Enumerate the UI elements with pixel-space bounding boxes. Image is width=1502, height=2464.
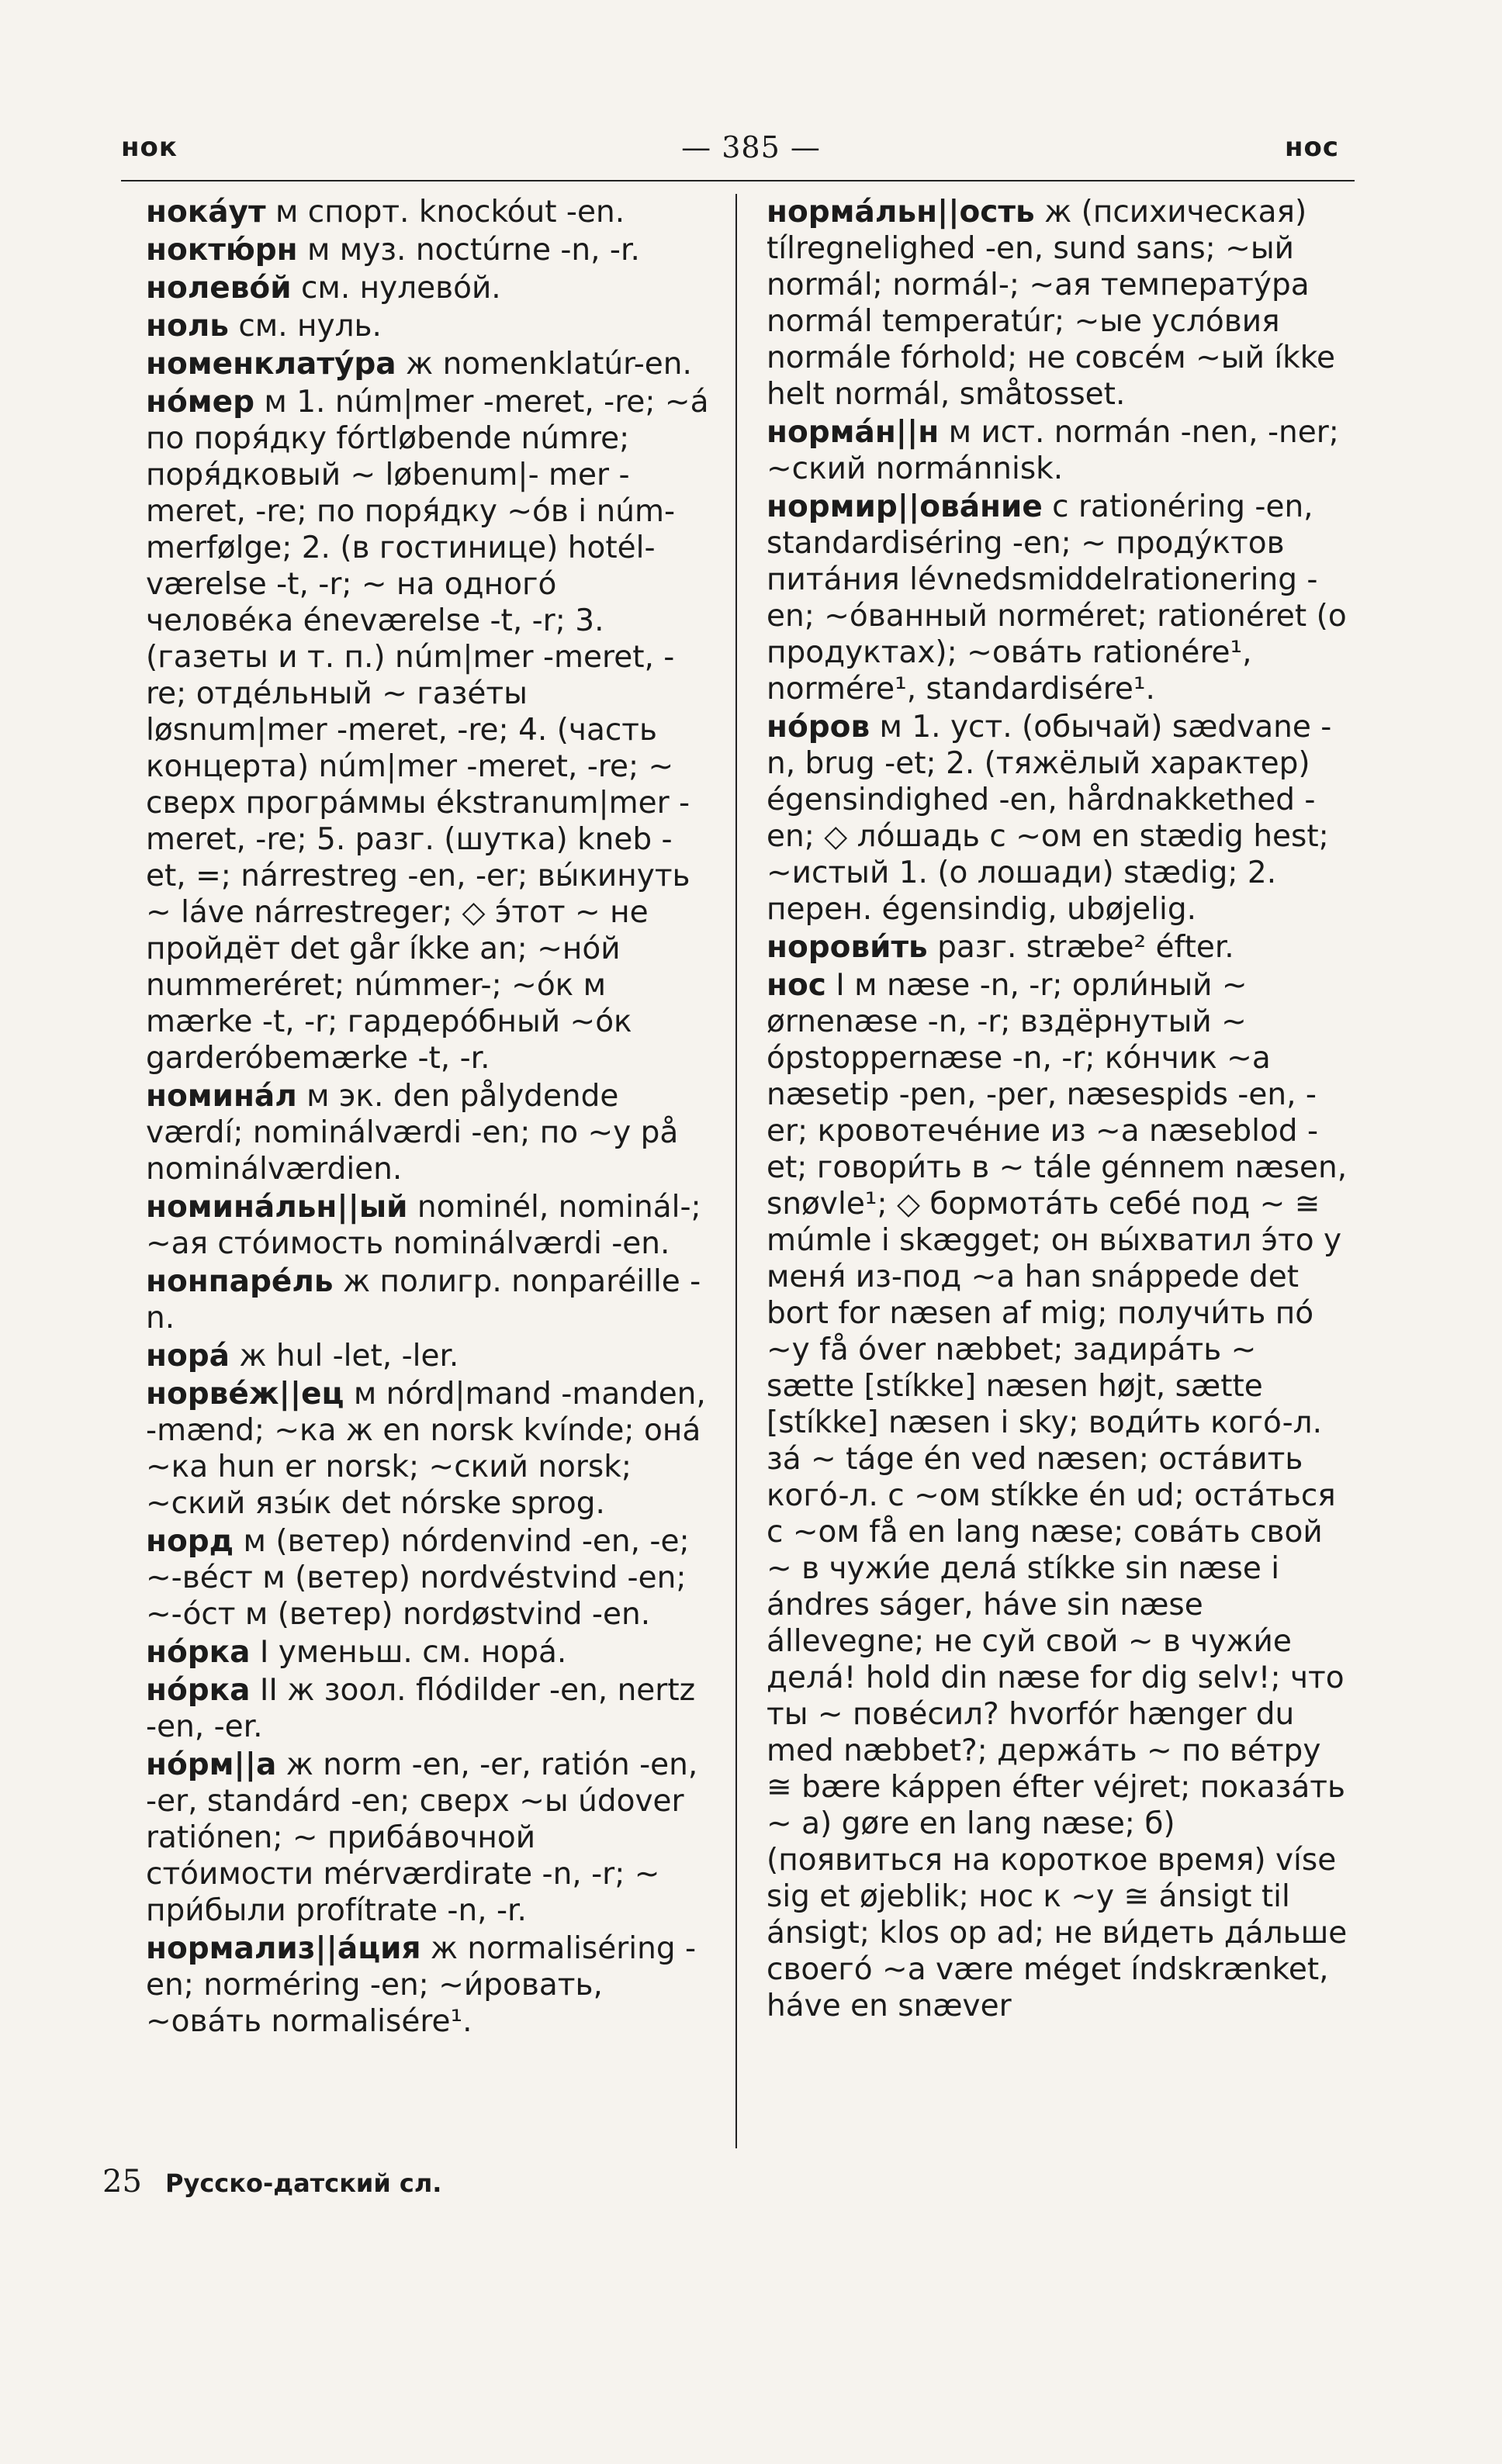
right-column (767, 194, 1348, 2026)
entry-headword: нос (767, 968, 826, 1003)
left-column (146, 194, 712, 2041)
signature-title: Русско-датский сл. (165, 2169, 442, 2198)
entry-headword: нóмер (146, 385, 254, 420)
entry-headword: норвéж||ец (146, 1377, 344, 1412)
entry-headword: нóров (767, 710, 870, 745)
dictionary-entry (146, 1634, 712, 1671)
entry-definition: II ж зоол. flódilder -en, nertz -en, -er. (146, 1673, 696, 1744)
header-left-guideword: нок (121, 132, 178, 163)
entry-definition: ж hul -let, -ler. (229, 1339, 459, 1374)
dictionary-entry (146, 270, 712, 306)
entry-definition: nominél, nominál-; ~ая стóимость nominálværdi -en. (146, 1190, 701, 1261)
entry-definition: см. нуль. (228, 309, 382, 344)
dictionary-entry (146, 1189, 712, 1262)
dictionary-entry (767, 709, 1348, 928)
entry-headword: нонпарéль (146, 1264, 334, 1299)
page-footer (102, 2164, 441, 2200)
entry-definition: ж полигр. nonparéille -n. (146, 1264, 701, 1336)
dictionary-entry (146, 1263, 712, 1336)
dictionary-entry (767, 967, 1348, 2024)
signature-number: 25 (102, 2164, 142, 2200)
dictionary-entry (146, 1930, 712, 2040)
entry-definition: м ист. normán -nen, -ner; ~ский normánnisk. (767, 415, 1339, 486)
entry-definition: м муз. noctúrne -n, -r. (297, 233, 640, 268)
dictionary-entry (767, 194, 1348, 413)
entry-headword: нормáльн||ость (767, 195, 1035, 230)
dictionary-entry (146, 1747, 712, 1929)
entry-headword: номинáльн||ый (146, 1190, 408, 1225)
entry-definition: м nórd|mand -manden, -mænd; ~ка ж en norsk kvínde; онá ~ка hun er norsk; ~ский norsk; ~ский язы́к det nórske sprog. (146, 1377, 706, 1521)
entry-definition: I уменьш. см. норá. (250, 1635, 567, 1670)
entry-headword: нокáут (146, 195, 266, 230)
dictionary-entry (767, 929, 1348, 966)
dictionary-entry (146, 1376, 712, 1522)
header-right-guideword: нос (1284, 132, 1339, 163)
column-divider (735, 194, 737, 2148)
dictionary-entry (146, 1338, 712, 1374)
entry-definition: м эк. den pålydende værdí; nominálværdi -en; по ~у på nominálværdien. (146, 1079, 679, 1187)
entry-definition: см. нулевóй. (291, 271, 501, 306)
header-rule (121, 180, 1355, 181)
entry-definition: ж normaliséring -en; norméring -en; ~и́ровать, ~овáть normalisére¹. (146, 1931, 697, 2039)
entry-headword: ноктю́рн (146, 233, 298, 268)
dictionary-entry (146, 384, 712, 1076)
entry-headword: нóрка (146, 1635, 251, 1670)
dictionary-entry (146, 1672, 712, 1745)
entry-headword: нормир||овáние (767, 489, 1043, 524)
dictionary-entry (146, 1523, 712, 1633)
dictionary-entry (146, 194, 712, 230)
page-number: — 385 — (681, 130, 821, 164)
entry-headword: норд (146, 1524, 234, 1559)
entry-headword: номинáл (146, 1079, 297, 1114)
entry-headword: ноль (146, 309, 229, 344)
entry-definition: м (ветер) nórdenvind -en, -e; ~-вéст м (ветер) nordvéstvind -en; ~-óст м (ветер) nordøstvind -en. (146, 1524, 690, 1632)
entry-headword: номенклату́ра (146, 347, 396, 382)
dictionary-entry (146, 308, 712, 344)
entry-headword: нормализ||áция (146, 1931, 421, 1966)
entry-headword: норá (146, 1339, 230, 1374)
entry-definition: с rationéring -en, standardiséring -en; ~ продýктов питáния lévnedsmiddelrationering -en; ~óванный norméret; rationéret (о продуктах); ~овáть rationére¹, normére¹, standardisére¹. (767, 489, 1347, 707)
entry-headword: нолевóй (146, 271, 292, 306)
dictionary-entry (146, 232, 712, 268)
entry-definition: м 1. уст. (обычай) sædvane -n, brug -et; 2. (тяжёлый характер) égensindighed -en, hårdnakkethed -en; ◇ лóшадь с ~ом en stædig hest; ~истый 1. (о лошади) stædig; 2. перен. égensindig, ubøjelig. (767, 710, 1332, 927)
dictionary-entry (767, 489, 1348, 707)
entry-definition: I м næse -n, -r; орли́ный ~ ørnenæse -n, -r; вздёрнутый ~ ópstoppernæse -n, -r; кóнчик ~а næsetip -pen, -per, næsespids -en, -er; кровотечéние из ~а næseblod -et; говори́ть в ~ tále génnem næsen, snøvle¹; ◇ бормотáть себé под ~ ≅ múmle i skægget; он вы́хватил э́то у меня́ из-под ~а han snáppede det bort for næsen af mig; получи́ть пó ~у få óver næbbet; задирáть ~ sætte [stíkke] næsen højt, sætte [stíkke] næsen i sky; води́ть когó-л. зá ~ táge én ved næsen; остáвить когó-л. с ~ом stíkke én ud; остáться с ~ом få en lang næse; совáть свой ~ в чужи́е делá stíkke sin næse i ándres ságer, háve sin næse állevegne; не суй свой ~ в чужи́е делá! hold din næse for dig selv!; что ты ~ повéсил? hvorfór hænger du med næbbet?; держáть ~ по вéтру ≅ bære káppen éfter véjret; показáть ~ а) gøre en lang næse; б) (появиться на короткое время) víse sig et øjeblik; нос к ~у ≅ ánsigt til ánsigt; klos op ad; не ви́деть дáльше своегó ~а være méget índskrænket, háve en snæver (767, 968, 1348, 2023)
entry-headword: нóрка (146, 1673, 251, 1708)
entry-definition: ж norm -en, -er, ratión -en, -er, standárd -en; сверх ~ы údover ratiónen; ~ прибáвочной стóимости mérværdirate -n, -r; ~ при́были profítrate -n, -r. (146, 1747, 698, 1928)
dictionary-entry (767, 414, 1348, 487)
entry-definition: разг. stræbe² éfter. (927, 930, 1234, 965)
entry-definition: м спорт. knockóut -en. (265, 195, 625, 230)
entry-headword: нормáн||н (767, 415, 940, 450)
entry-headword: нóрм||а (146, 1747, 277, 1782)
entry-headword: норови́ть (767, 930, 928, 965)
entry-definition: м 1. núm|mer -meret, -re; ~á по поря́дку fórtløbende númre; поря́дковый ~ løbenum|- mer -meret, -re; по поря́дку ~óв i númmerfølge; 2. (в гостинице) hotélværelse -t, -r; ~ на одногó человéка éneværelse -t, -r; 3. (газеты и т. п.) núm|mer -meret, -re; отдéльный ~ газéты løsnum|mer -meret, -re; 4. (часть концерта) núm|mer -meret, -re; ~ сверх прогрáммы ékstranum|mer -meret, -re; 5. разг. (шутка) kneb -et, =; nárrestreg -en, -er; вы́кинуть ~ láve nárrestreger; ◇ э́тот ~ не пройдёт det går íkke an; ~нóй nummeréret; númmer-; ~óк м mærke -t, -r; гардерóбный ~óк garderóbemærke -t, -r. (146, 385, 709, 1076)
dictionary-entry (146, 346, 712, 382)
entry-definition: ж (психическая) tílregnelighed -en, sund sans; ~ый normál; normál-; ~ая температу́ра normál temperatúr; ~ые услóвия normále fórhold; не совсéм ~ый íkke helt normál, småtosset. (767, 195, 1335, 412)
entry-definition: ж nomenklatúr-en. (396, 347, 692, 382)
dictionary-entry (146, 1078, 712, 1187)
